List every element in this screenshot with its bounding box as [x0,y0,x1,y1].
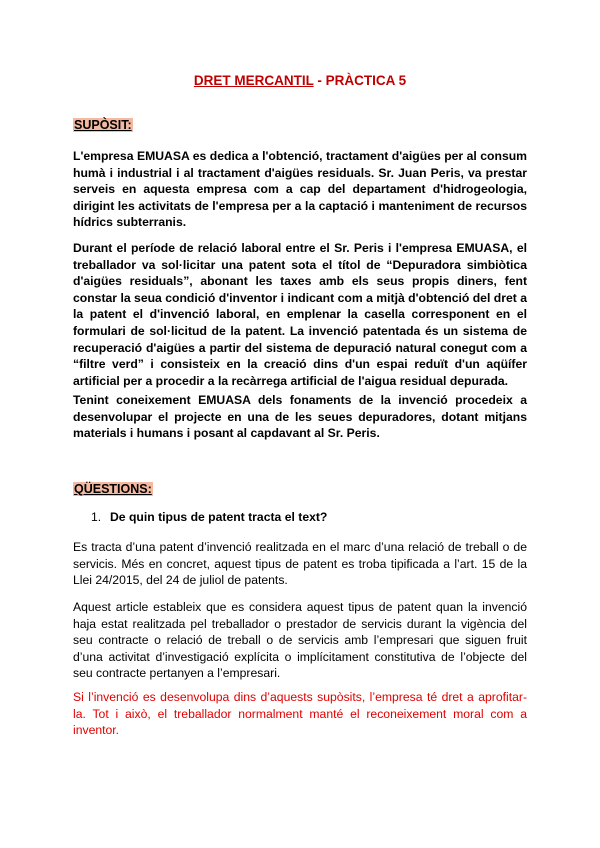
case-paragraph-1: L'empresa EMUASA es dedica a l'obtenció, tractament d'aigües per al consum humà i industrial i al tractament d'aigües residuals. Sr. Juan Peris, va prestar serveis en aquesta empresa com a cap del departament d'hidrogeologia, dirigint les activitats de l'empresa per a la captació i manteniment de recursos hídrics subterranis. [73,149,527,230]
answer-1-paragraph-2: Aquest article estableix que es considera aquest tipus de patent quan la invenció haja estat realitzada pel treballador o prestador de servicis durant la vigència del seu contracte o relació de treball o de servicis amb l’empresari que siguen fruit d’una activitat d’investigació explícita o implícitament constitutiva de l’objecte del seu contracte pertanyen a l’empresari. [73,600,527,681]
case-paragraph-3: Tenint coneixement EMUASA dels fonaments de la invenció procedeix a desenvolupar el projecte en una de les seues depuradores, dotant mitjans materials i humans i posant al capdavant al Sr. Peris. [73,393,527,441]
answer-1-highlighted: Si l’invenció es desenvolupa dins d’aquests supòsits, l’empresa té dret a aprofitar-la. Tot i això, el treballador normalment manté el reconeixement moral com a inventor. [73,690,527,738]
practice-title: PRÀCTICA 5 [325,73,407,88]
question-1-text: De quin tipus de patent tracta el text? [110,510,328,524]
question-1 [91,510,327,524]
page-title [0,73,600,88]
title-separator: - [313,73,326,88]
subject-title: DRET MERCANTIL [193,73,314,88]
questions-heading: QÜESTIONS: [74,482,152,496]
case-paragraph-2: Durant el període de relació laboral entre el Sr. Peris i l'empresa EMUASA, el treballador va sol·licitar una patent sota el títol de “Depuradora simbiòtica d'aigües residuals”, abonant les taxes amb els seus propis diners, fent constar la seua condició d'inventor i indicant com a mitjà d'obtenció del dret a la patent el d'invenció laboral, en emplenar la casella corresponent en el formulari de sol·licitud de la patent. La invenció patentada és un sistema de recuperació d'aigües a partir del sistema de depuració natural conegut com a “filtre verd” i consisteix en la creació dins d'un espai reduït d'un aqüífer artificial per a procedir a la recàrrega artificial de l'aigua residual depurada. [73,241,527,388]
question-1-number: 1. [91,510,102,524]
case-heading: SUPÒSIT: [74,118,132,132]
answer-1-paragraph-1: Es tracta d’una patent d’invenció realitzada en el marc d’una relació de treball o de servicis. Més en concret, aquest tipus de patent es troba tipificada a l’art. 15 de la Llei 24/2015, del 24 de juliol de patents. [73,540,527,588]
